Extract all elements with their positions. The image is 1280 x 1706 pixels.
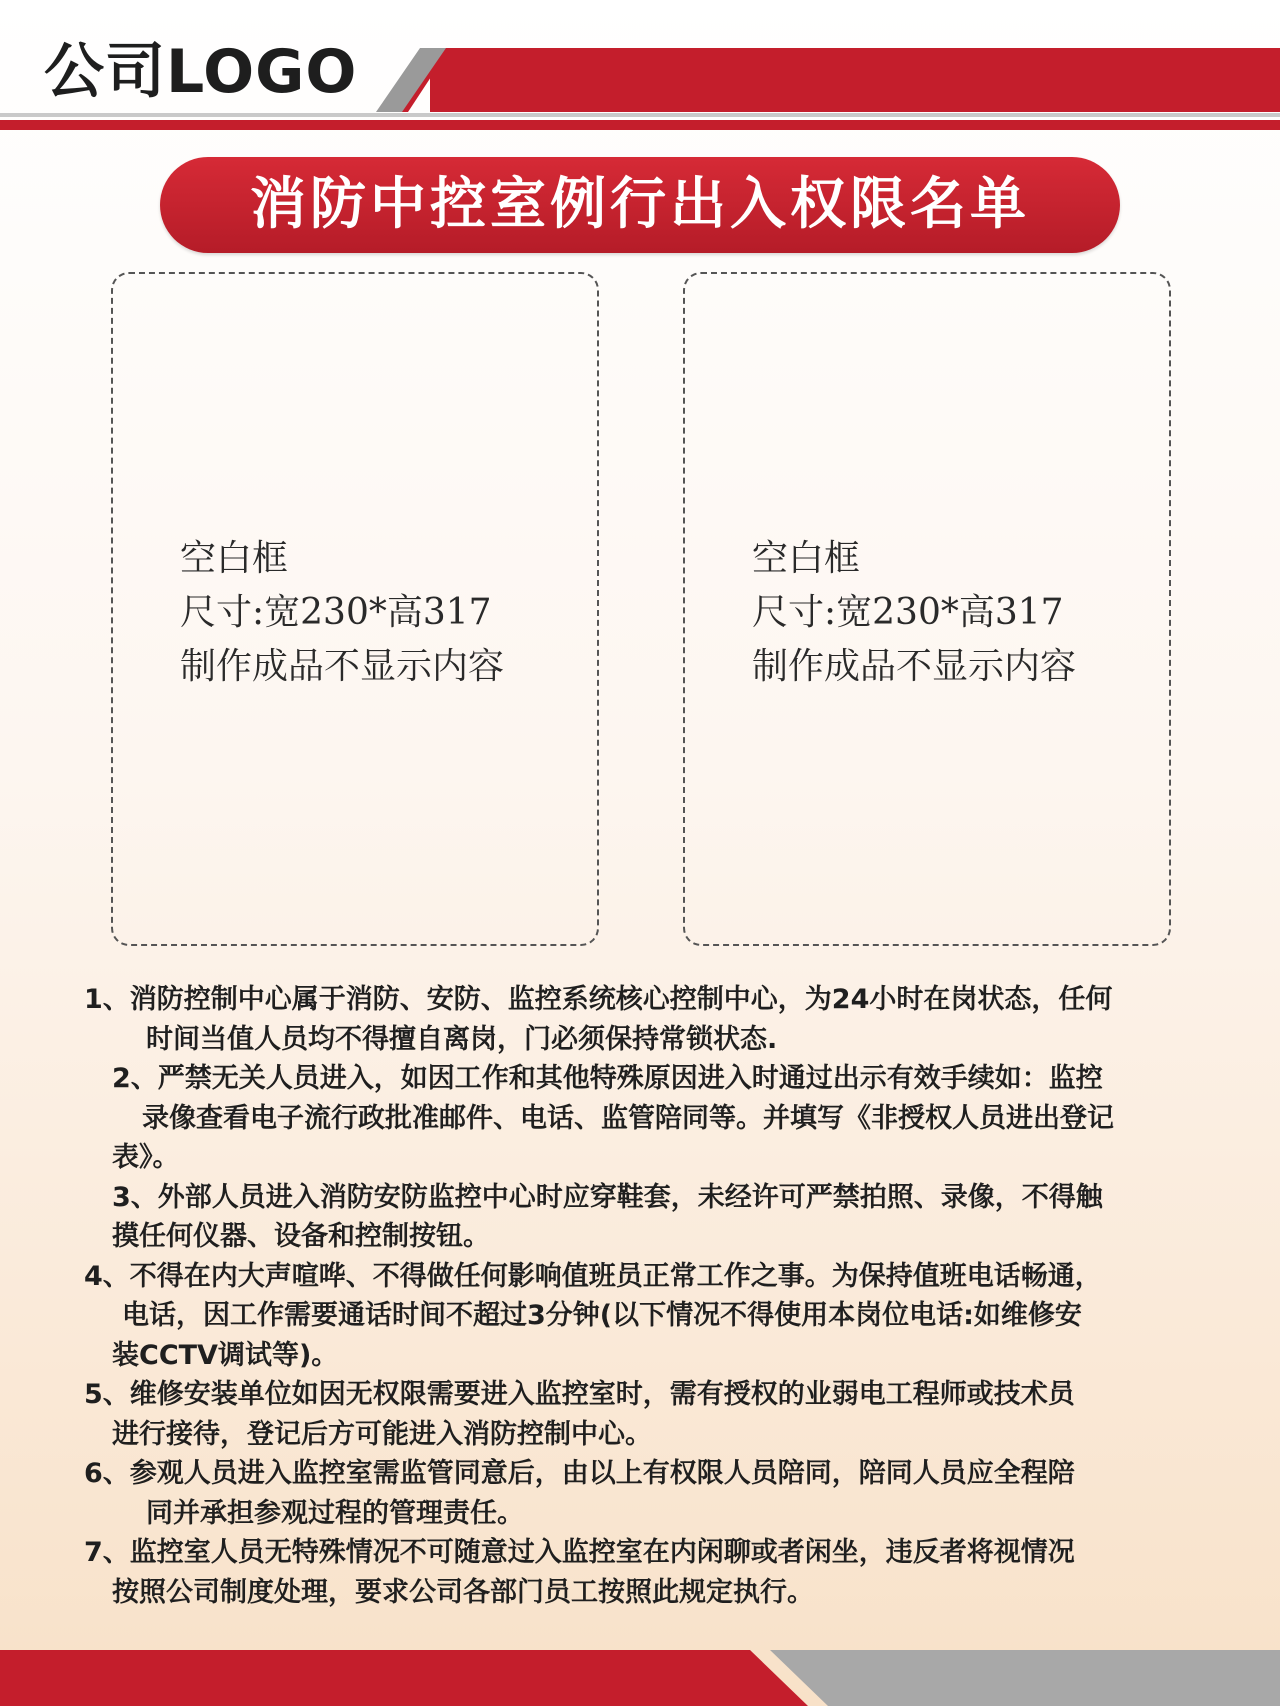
rule-2-cont-line: 录像查看电子流行政批准邮件、电话、监管陪同等。并填写《非授权人员进出登记 xyxy=(142,1102,1114,1134)
rule-1-first-line: 1、消防控制中心属于消防、安防、监控系统核心控制中心，为24小时在岗状态，任何 xyxy=(84,984,1113,1015)
placeholder-text-left xyxy=(180,532,504,694)
photo-frame-left xyxy=(111,272,599,946)
rule-2-cont-line: 表》。 xyxy=(112,1142,180,1173)
rule-7-cont-line: 按照公司制度处理，要求公司各部门员工按照此规定执行。 xyxy=(112,1576,814,1608)
page-title: 消防中控室例行出入权限名单 xyxy=(250,172,1030,237)
rule-item-3 xyxy=(84,1178,1234,1257)
rule-item-5 xyxy=(84,1375,1234,1454)
header-bottom-gray-line xyxy=(0,113,1280,117)
photo-frame-right xyxy=(683,272,1171,946)
placeholder-line1: 空白框 xyxy=(180,538,289,579)
rule-item-7 xyxy=(84,1533,1234,1612)
footer-banner xyxy=(0,1650,1280,1706)
header-bottom-red-line xyxy=(0,120,1280,130)
placeholder-line2: 尺寸:宽230*高317 xyxy=(180,592,492,633)
rule-3-cont-line: 摸任何仪器、设备和控制按钮。 xyxy=(112,1221,490,1252)
rule-4-cont-line: 电话，因工作需要通话时间不超过3分钟(以下情况不得使用本岗位电话:如维修安 xyxy=(122,1300,1082,1331)
title-banner xyxy=(160,157,1120,253)
rule-3-first-line: 3、外部人员进入消防安防监控中心时应穿鞋套，未经许可严禁拍照、录像，不得触 xyxy=(112,1181,1103,1213)
rule-item-2 xyxy=(84,1059,1234,1178)
company-logo-text: 公司LOGO xyxy=(44,37,358,107)
rule-7-first-line: 7、监控室人员无特殊情况不可随意过入监控室在内闲聊或者闲坐，违反者将视情况 xyxy=(84,1537,1075,1568)
rule-1-cont-line: 时间当值人员均不得擅自离岗，门必须保持常锁状态. xyxy=(146,1023,778,1055)
rule-6-cont-line: 同并承担参观过程的管理责任。 xyxy=(146,1497,524,1529)
placeholder-text-right xyxy=(752,532,1076,694)
rule-item-4 xyxy=(84,1257,1234,1376)
rule-6-first-line: 6、参观人员进入监控室需监管同意后，由以上有权限人员陪同，陪同人员应全程陪 xyxy=(84,1458,1075,1489)
rules-list xyxy=(84,980,1234,1612)
footer-gray-band xyxy=(770,1650,1280,1706)
footer-stripes xyxy=(0,1650,1280,1706)
rule-2-first-line: 2、严禁无关人员进入，如因工作和其他特殊原因进入时通过出示有效手续如：监控 xyxy=(112,1063,1103,1094)
rule-5-first-line: 5、维修安装单位如因无权限需要进入监控室时，需有授权的业弱电工程师或技术员 xyxy=(84,1379,1075,1410)
rule-4-first-line: 4、不得在内大声喧哗、不得做任何影响值班员正常工作之事。为保持值班电话畅通， xyxy=(84,1260,1102,1292)
header-banner xyxy=(0,0,1280,135)
rule-5-cont-line: 进行接待，登记后方可能进入消防控制中心。 xyxy=(112,1418,652,1450)
placeholder-line3: 制作成品不显示内容 xyxy=(752,646,1077,687)
rule-item-1 xyxy=(84,980,1234,1059)
rule-item-6 xyxy=(84,1454,1234,1533)
placeholder-line1: 空白框 xyxy=(752,538,861,579)
rule-4-cont-line: 装CCTV调试等)。 xyxy=(112,1339,339,1371)
header-top-red-band xyxy=(430,48,1280,112)
placeholder-line3: 制作成品不显示内容 xyxy=(180,646,505,687)
footer-red-band xyxy=(0,1650,808,1706)
placeholder-line2: 尺寸:宽230*高317 xyxy=(752,592,1064,633)
